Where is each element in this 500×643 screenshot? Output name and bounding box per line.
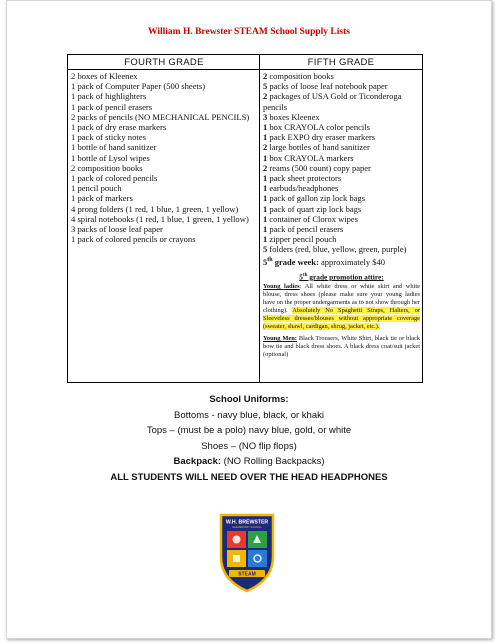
promotion-attire	[263, 272, 420, 359]
supply-list-page	[6, 0, 492, 639]
list-item: 1 box CRAYOLA markers	[263, 152, 354, 163]
uniform-backpack: Backpack: (NO Rolling Backpacks)	[173, 456, 325, 467]
list-item: 1 bottle of Lysol wipes	[71, 152, 150, 163]
list-item: 4 spiral notebooks (1 red, 1 blue, 1 green, 1 yellow)	[71, 213, 249, 224]
supply-table	[67, 54, 423, 383]
list-item: 1 pack of pencil erasers	[263, 224, 344, 235]
list-item: 2 composition books	[263, 71, 334, 81]
list-item: 2 packs of pencils (NO MECHANICAL PENCILS)	[71, 111, 250, 122]
list-item: 1 pack sheet protectors	[263, 173, 342, 184]
list-item: 2 reams (500 count) copy paper	[263, 162, 371, 173]
list-item: 1 pack of colored pencils or crayons	[71, 234, 196, 245]
fourth-grade-heading: FOURTH GRADE	[68, 55, 260, 70]
highlighted-note: Absolutely No Spaghetti Straps, Halters, or Sleeveless dresses/blouses without appropriate coverage (sweater, shawl, cardigan, shrug, jacket, etc.).	[263, 307, 420, 331]
fifth-grade-heading: FIFTH GRADE	[260, 55, 422, 70]
young-ladies-paragraph: Young ladies: All white dress or white skirt and white blouse, dress shoes (please make sure your young ladies have on the proper undergarments as to not show through her clothing). Absolutely No Spaghetti Straps, Halters, or Sleeveless dresses/blouses without appropriate coverage (sweater, shawl, cardigan, shrug, jacket, etc.).	[263, 283, 420, 331]
list-item: 1 pack of colored pencils	[71, 173, 158, 184]
list-item: 1 earbuds/headphones	[263, 183, 339, 194]
list-item: 1 pack of dry erase markers	[71, 122, 167, 133]
grade-week-cost: 5th grade week: approximately $40	[263, 256, 385, 267]
promotion-title: 5th grade promotion attire:	[299, 272, 384, 282]
list-item: 1 box CRAYOLA color pencils	[263, 122, 370, 133]
list-item: 3 boxes Kleenex	[263, 111, 320, 122]
uniform-bottoms: Bottoms - navy blue, black, or khaki	[174, 409, 324, 421]
list-item: 2 composition books	[71, 162, 143, 173]
list-item: 5 folders (red, blue, yellow, green, purple)	[263, 244, 407, 255]
uniform-shoes: Shoes – (NO flip flops)	[201, 440, 297, 452]
list-item: 1 pack of sticky notes	[71, 132, 146, 143]
svg-text:ELEMENTARY SCHOOL: ELEMENTARY SCHOOL	[232, 526, 262, 529]
fourth-grade-list	[68, 70, 259, 244]
list-item: 2 large bottles of hand sanitizer	[263, 142, 370, 153]
list-item: 1 pack of quart zip lock bags	[263, 203, 362, 214]
list-item: 1 pack of markers	[71, 193, 133, 204]
list-item: 1 pack of gallon zip lock bags	[263, 193, 365, 204]
list-item: 2 boxes of Kleenex	[71, 71, 138, 81]
page-title: William H. Brewster STEAM School Supply Lists	[148, 27, 350, 37]
fourth-grade-column	[68, 55, 259, 382]
list-item: 1 pack of highlighters	[71, 91, 147, 102]
list-item: 4 prong folders (1 red, 1 blue, 1 green, 1 yellow)	[71, 203, 239, 214]
school-uniforms	[7, 392, 491, 485]
list-item: 5 packs of loose leaf notebook paper	[263, 81, 388, 92]
list-item: 1 pencil pouch	[71, 183, 122, 194]
list-item: 1 zipper pencil pouch	[263, 234, 337, 245]
list-item: 2 packages of USA Gold or Ticonderoga pencils	[263, 91, 402, 112]
list-item: 1 pack of Computer Paper (500 sheets)	[71, 81, 206, 92]
school-logo-icon	[217, 511, 277, 593]
fifth-grade-column	[260, 55, 422, 382]
list-item: 1 container of Clorox wipes	[263, 213, 358, 224]
list-item: 1 bottle of hand sanitizer	[71, 142, 157, 153]
list-item: 1 pack of pencil erasers	[71, 101, 153, 112]
list-item: 1 pack EXPO dry eraser markers	[263, 132, 376, 143]
young-men-paragraph: Young Men: Black Trousers, White Shirt, black tie or black bow tie and black dress shoes. A black dress coat/suit jacket (optional)	[263, 335, 420, 359]
headphones-notice: ALL STUDENTS WILL NEED OVER THE HEAD HEADPHONES	[110, 471, 388, 483]
uniform-tops: Tops – (must be a polo) navy blue, gold, or white	[146, 425, 352, 436]
svg-text:W.H. BREWSTER: W.H. BREWSTER	[225, 519, 269, 526]
fifth-grade-list	[260, 70, 422, 267]
uniforms-heading: School Uniforms:	[209, 394, 289, 405]
svg-text:STEAM: STEAM	[238, 571, 256, 578]
list-item: 3 packs of loose leaf paper	[71, 224, 163, 235]
